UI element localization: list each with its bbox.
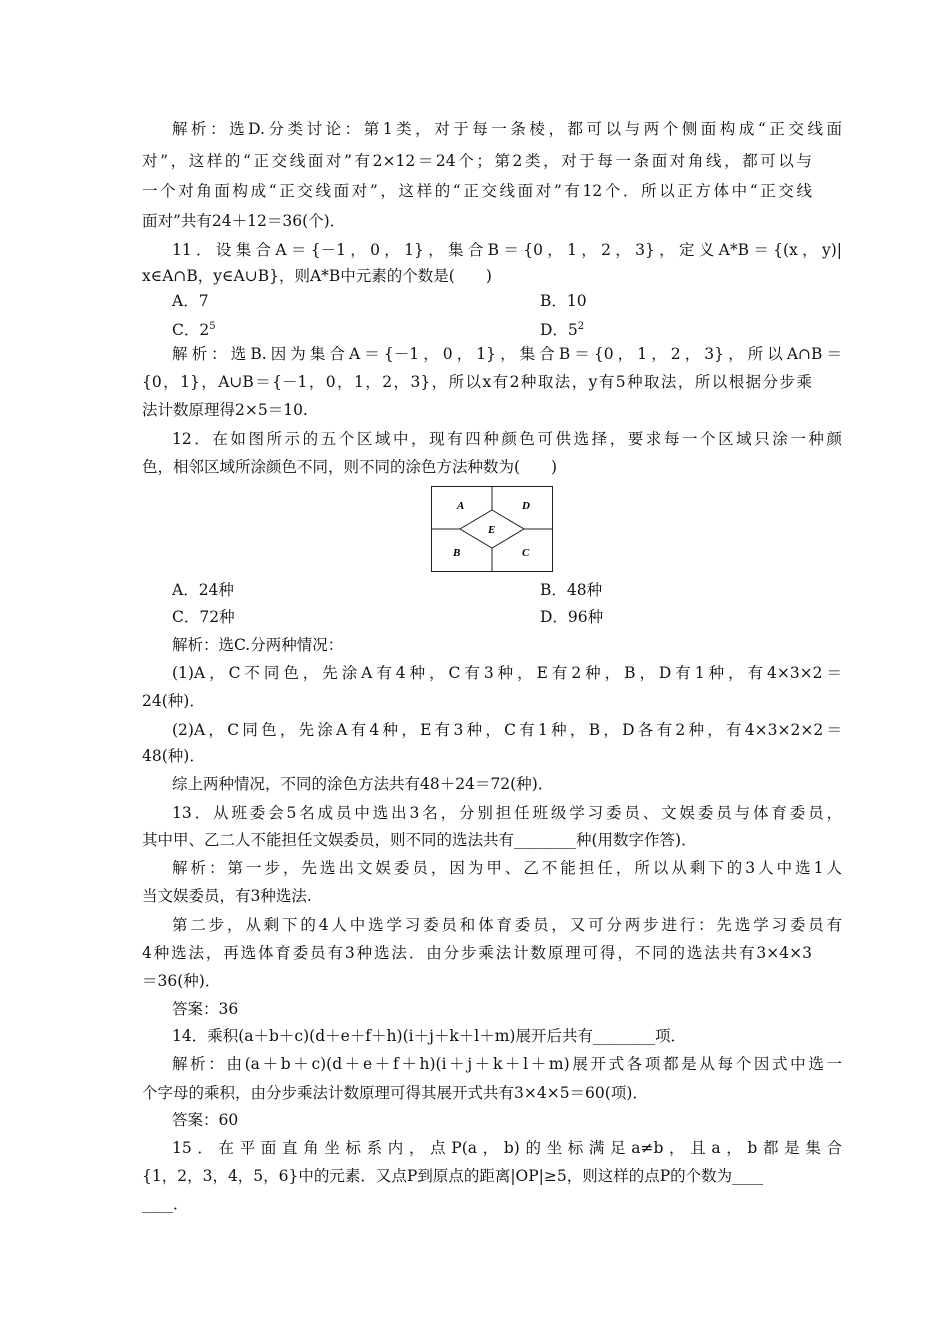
q10-solution-line-1: 解析：选D.分类讨论：第1类，对于每一条棱，都可以与两个侧面构成“正交线面 — [172, 120, 842, 138]
q15-stem-line-1: 15．在平面直角坐标系内，点P(a，b)的坐标满足a≠b，且a，b都是集合 — [172, 1139, 842, 1157]
q14-solution-line-1: 解析：由(a＋b＋c)(d＋e＋f＋h)(i＋j＋k＋l＋m)展开式各项都是从每个因式中选一 — [172, 1055, 842, 1073]
q11-solution-line-2: {0，1}，A∪B＝{－1，0，1，2，3}，所以x有2种取法，y有5种取法，所以根据分步乘 — [142, 373, 812, 391]
region-label-a: A — [457, 500, 465, 512]
q11-option-d-exponent: 2 — [577, 321, 585, 332]
q12-solution-line-1: 解析：选C.分两种情况： — [172, 636, 344, 654]
q11-option-c-base: C．2 — [172, 321, 210, 340]
q12-option-c: C．72种 — [172, 608, 235, 626]
region-label-d: D — [522, 500, 530, 512]
q10-solution-line-2: 对”，这样的“正交线面对”有2×12＝24个；第2类，对于每一条面对角线，都可以与 — [142, 152, 812, 170]
q13-answer: 答案：36 — [172, 1000, 239, 1018]
q12-solution-line-5: 48(种)． — [142, 747, 205, 765]
q11-solution-line-3: 法计数原理得2×5＝10. — [142, 401, 308, 419]
q11-option-c-exponent: 5 — [209, 321, 216, 332]
q13-solution-line-3: 第二步，从剩下的4人中选学习委员和体育委员，又可分两步进行：先选学习委员有 — [172, 916, 842, 934]
q12-solution-line-6: 综上两种情况，不同的涂色方法共有48＋24＝72(种)． — [172, 775, 554, 793]
q11-option-a: A．7 — [172, 292, 209, 310]
q12-solution-line-4: (2)A，C同色，先涂A有4种，E有3种，C有1种，B，D各有2种，有4×3×2×2＝ — [172, 721, 842, 739]
q14-solution-line-2: 个字母的乘积，由分步乘法计数原理可得其展开式共有3×4×5＝60(项)． — [142, 1084, 648, 1102]
q11-option-d-base: D．5 — [540, 321, 578, 340]
q15-stem-line-3: ____． — [142, 1195, 189, 1213]
q11-solution-line-1: 解析：选B.因为集合A＝{－1，0，1}，集合B＝{0，1，2，3}，所以A∩B＝ — [172, 345, 842, 363]
q10-solution-line-3: 一个对角面构成“正交线面对”，这样的“正交线面对”有12个．所以正方体中“正交线 — [142, 182, 812, 200]
q11-option-b: B．10 — [540, 292, 587, 310]
region-label-b: B — [453, 547, 461, 559]
q12-option-b: B．48种 — [540, 581, 603, 599]
q10-solution-line-4: 面对”共有24＋12＝36(个)． — [142, 212, 346, 230]
q11-option-c — [172, 316, 216, 341]
q12-stem-line-2: 色，相邻区域所涂颜色不同，则不同的涂色方法种数为( ) — [142, 458, 558, 476]
q11-option-d — [540, 316, 584, 341]
q12-option-d: D．96种 — [540, 608, 604, 626]
q12-solution-line-2: (1)A，C不同色，先涂A有4种，C有3种，E有2种，B，D有1种，有4×3×2＝ — [172, 664, 842, 682]
q13-solution-line-2: 当文娱委员，有3种选法. — [142, 887, 312, 905]
q14-stem: 14．乘积(a＋b＋c)(d＋e＋f＋h)(i＋j＋k＋l＋m)展开后共有________项． — [172, 1027, 686, 1045]
q14-answer: 答案：60 — [172, 1111, 239, 1129]
q13-solution-line-5: ＝36(种)． — [142, 972, 221, 990]
region-label-e: E — [488, 524, 496, 536]
q13-stem-line-2: 其中甲、乙二人不能担任文娱委员，则不同的选法共有________种(用数字作答)． — [142, 831, 697, 849]
region-label-c: C — [522, 547, 530, 559]
q11-stem-line-2: x∈A∩B，y∈A∪B}，则A*B中元素的个数是( ) — [142, 267, 492, 285]
q13-solution-line-4: 4种选法，再选体育委员有3种选法．由分步乘法计数原理可得，不同的选法共有3×4×3 — [142, 944, 812, 962]
q15-stem-line-2: {1，2，3，4，5，6}中的元素．又点P到原点的距离|OP|≥5，则这样的点P的个数为____ — [142, 1167, 764, 1185]
q12-stem-line-1: 12．在如图所示的五个区域中，现有四种颜色可供选择，要求每一个区域只涂一种颜 — [172, 430, 842, 448]
q13-stem-line-1: 13．从班委会5名成员中选出3名，分别担任班级学习委员、文娱委员与体育委员， — [172, 804, 842, 822]
q13-solution-line-1: 解析：第一步，先选出文娱委员，因为甲、乙不能担任，所以从剩下的3人中选1人 — [172, 859, 842, 877]
q12-solution-line-3: 24(种)． — [142, 692, 205, 710]
five-region-figure — [431, 486, 553, 572]
q11-stem-line-1: 11．设集合A＝{－1，0，1}，集合B＝{0，1，2，3}，定义A*B＝{(x，y)| — [172, 241, 842, 259]
q12-option-a: A．24种 — [172, 581, 234, 599]
